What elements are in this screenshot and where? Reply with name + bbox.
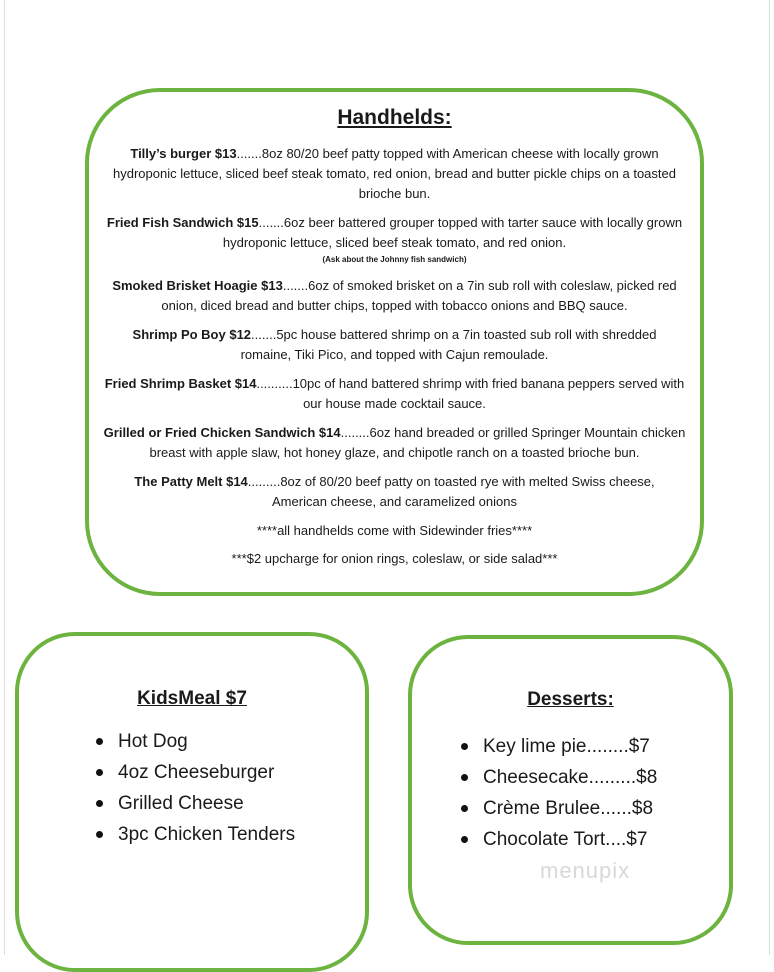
handhelds-section	[85, 88, 704, 596]
item-desc: 5pc house battered shrimp on a 7in toasted sub roll with shredded romaine, Tiki Pico, and topped with Cajun remoulade.	[240, 327, 657, 362]
menu-item	[99, 144, 690, 204]
item-dots: .......	[282, 278, 309, 293]
menu-item	[119, 325, 670, 365]
item-label: Crème Brulee......$8	[483, 798, 654, 819]
item-dots: .......	[251, 327, 277, 342]
fries-note: ****all handhelds come with Sidewinder fries****	[256, 523, 533, 538]
bullet-icon	[461, 805, 468, 812]
upcharge-note: ***$2 upcharge for onion rings, coleslaw, or side salad***	[231, 551, 558, 566]
desserts-title: Desserts:	[527, 689, 614, 710]
item-label: Chocolate Tort....$7	[483, 829, 648, 850]
list-item	[455, 824, 729, 855]
kids-meal-list	[90, 726, 365, 850]
list-item	[90, 819, 365, 850]
list-item	[90, 757, 365, 788]
item-label: Cheesecake.........$8	[483, 767, 658, 788]
kids-meal-section	[15, 632, 369, 972]
list-item	[455, 793, 729, 824]
menu-item	[99, 213, 690, 253]
desserts-section	[408, 635, 733, 945]
item-label: 4oz Cheeseburger	[118, 762, 275, 783]
item-desc: 6oz beer battered grouper topped with tarter sauce with locally grown hydroponic lettuce, sliced beef steak tomato, and red onion.	[222, 215, 683, 250]
item-name: The Patty Melt $14	[134, 474, 248, 489]
item-name: Smoked Brisket Hoagie $13	[112, 278, 283, 293]
item-desc: 6oz hand breaded or grilled Springer Mountain chicken breast with apple slaw, hot honey glaze, and chipotle ranch on a toasted brioche bun.	[149, 425, 686, 460]
menu-item	[99, 374, 690, 414]
item-name: Fried Fish Sandwich $15	[106, 215, 259, 230]
item-name: Fried Shrimp Basket $14	[104, 376, 257, 391]
item-label: Hot Dog	[118, 731, 188, 752]
item-label: Key lime pie........$7	[483, 736, 650, 757]
kids-meal-title: KidsMeal $7	[137, 688, 247, 709]
item-desc: 8oz 80/20 beef patty topped with American cheese with locally grown hydroponic lettuce, sliced beef steak tomato, red onion, bread and butter pickle chips on a toasted brioche bun.	[113, 146, 676, 201]
bullet-icon	[96, 831, 103, 838]
item-name: Grilled or Fried Chicken Sandwich $14	[103, 425, 341, 440]
item-label: Grilled Cheese	[118, 793, 244, 814]
desserts-list	[455, 731, 729, 855]
page-edge-right	[769, 0, 770, 955]
bullet-icon	[461, 743, 468, 750]
item-dots: .......	[236, 146, 262, 161]
item-dots: ........	[340, 425, 370, 440]
bullet-icon	[461, 774, 468, 781]
watermark: menupix	[540, 858, 631, 883]
item-desc: 10pc of hand battered shrimp with fried banana peppers served with our house made cocktail sauce.	[292, 376, 685, 411]
list-item	[455, 731, 729, 762]
item-dots: ..........	[256, 376, 293, 391]
item-desc: 8oz of 80/20 beef patty on toasted rye with melted Swiss cheese, American cheese, and caramelized onions	[272, 474, 655, 509]
item-desc: 6oz of smoked brisket on a 7in sub roll with coleslaw, picked red onion, diced bread and butter chips, topped with tobacco onions and BBQ sauce.	[161, 278, 677, 313]
list-item	[90, 726, 365, 757]
item-dots: .......	[258, 215, 284, 230]
menu-item	[93, 423, 696, 463]
list-item	[455, 762, 729, 793]
page-edge-left	[4, 0, 5, 955]
menu-item	[109, 472, 680, 512]
menu-item	[99, 276, 690, 316]
item-dots: .........	[247, 474, 281, 489]
bullet-icon	[461, 836, 468, 843]
item-label: 3pc Chicken Tenders	[118, 824, 296, 845]
johnny-fish-note: (Ask about the Johnny fish sandwich)	[322, 255, 467, 264]
item-name: Shrimp Po Boy $12	[132, 327, 252, 342]
handhelds-title: Handhelds:	[337, 106, 452, 129]
list-item	[90, 788, 365, 819]
bullet-icon	[96, 800, 103, 807]
item-name: Tilly’s burger $13	[130, 146, 237, 161]
bullet-icon	[96, 769, 103, 776]
bullet-icon	[96, 738, 103, 745]
